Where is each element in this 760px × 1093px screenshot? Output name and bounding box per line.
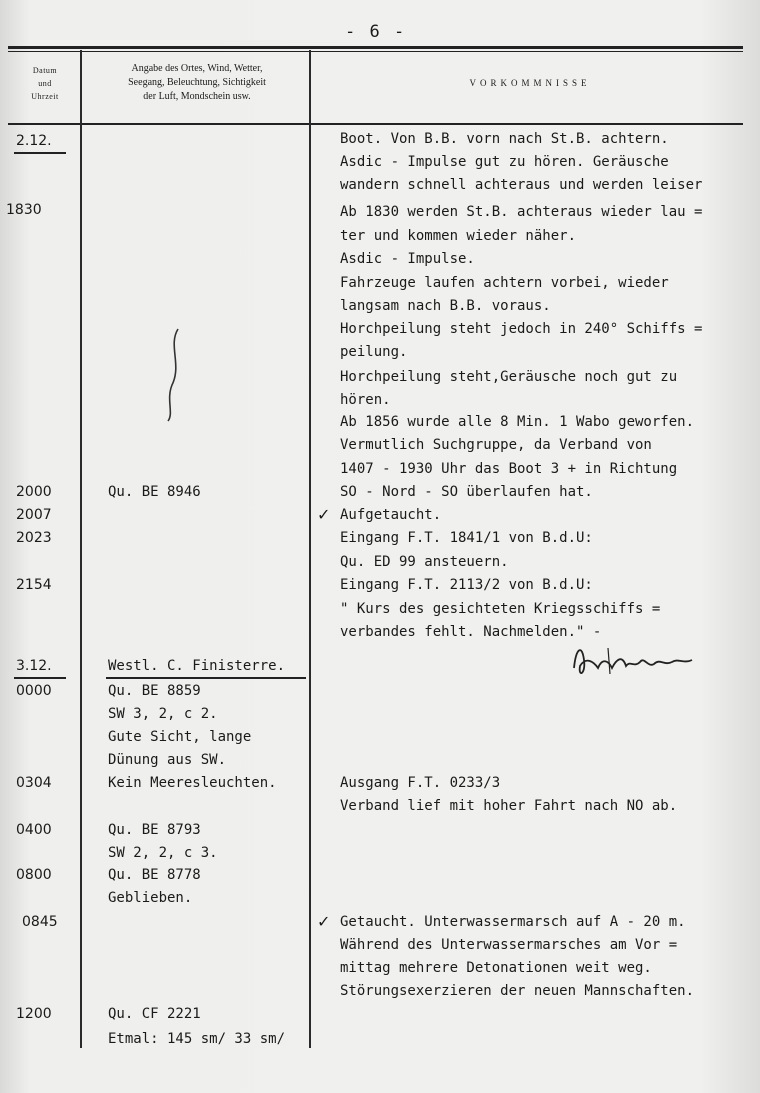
- time-label: 0800: [16, 867, 52, 883]
- event-line: Eingang F.T. 1841/1 von B.d.U:: [340, 530, 593, 546]
- event-line: Eingang F.T. 2113/2 von B.d.U:: [340, 577, 593, 593]
- event-line: langsam nach B.B. voraus.: [340, 298, 551, 314]
- header-bottom-rule: [8, 123, 743, 125]
- check-mark-icon: ✓: [317, 912, 331, 931]
- page-number: - 6 -: [345, 22, 407, 42]
- place-entry: Qu. BE 8793: [108, 822, 201, 838]
- event-line: wandern schnell achteraus und werden leiser: [340, 177, 703, 193]
- check-mark-icon: ✓: [317, 505, 331, 524]
- event-line: 1407 - 1930 Uhr das Boot 3 + in Richtung: [340, 461, 678, 477]
- event-line: Ausgang F.T. 0233/3: [340, 775, 501, 791]
- event-line: hören.: [340, 392, 391, 408]
- event-line: ter und kommen wieder näher.: [340, 228, 577, 244]
- time-label: 0845: [22, 914, 58, 930]
- time-label: 0400: [16, 822, 52, 838]
- header-date-line-1: Datum: [32, 66, 58, 75]
- place-entry: Dünung aus SW.: [108, 752, 227, 768]
- date-underline: [14, 152, 66, 154]
- event-line: Boot. Von B.B. vorn nach St.B. achtern.: [340, 131, 669, 147]
- time-label: 1830: [6, 202, 42, 218]
- place-entry: Westl. C. Finisterre.: [108, 658, 286, 674]
- event-line: SO - Nord - SO überlaufen hat.: [340, 484, 593, 500]
- place-underline: [106, 677, 306, 679]
- event-line: " Kurs des gesichteten Kriegsschiffs =: [340, 601, 661, 617]
- date-label: 3.12.: [16, 658, 52, 674]
- header-date-column: [10, 64, 80, 103]
- event-line: Horchpeilung steht,Geräusche noch gut zu: [340, 369, 678, 385]
- event-line: Ab 1856 wurde alle 8 Min. 1 Wabo geworfen.: [340, 414, 695, 430]
- header-place-line-3: der Luft, Mondschein usw.: [143, 91, 251, 102]
- place-entry: Qu. BE 8778: [108, 867, 201, 883]
- event-line: Verband lief mit hoher Fahrt nach NO ab.: [340, 798, 678, 814]
- place-entry: Qu. BE 8946: [108, 484, 201, 500]
- header-place-line-2: Seegang, Beleuchtung, Sichtigkeit: [128, 77, 266, 88]
- pen-stroke-icon: [160, 325, 190, 425]
- event-line: peilung.: [340, 344, 408, 360]
- event-line: Asdic - Impulse gut zu hören. Geräusche: [340, 154, 669, 170]
- event-line: Qu. ED 99 ansteuern.: [340, 554, 509, 570]
- date-underline: [14, 677, 66, 679]
- place-entry: Gute Sicht, lange: [108, 729, 252, 745]
- date-label: 2.12.: [16, 133, 52, 149]
- column-divider-place: [309, 50, 311, 1048]
- time-label: 1200: [16, 1006, 52, 1022]
- event-line: Vermutlich Suchgruppe, da Verband von: [340, 437, 652, 453]
- header-place-line-1: Angabe des Ortes, Wind, Wetter,: [131, 63, 263, 74]
- column-divider-date: [80, 50, 82, 1048]
- event-line: Störungsexerzieren der neuen Mannschaften.: [340, 983, 695, 999]
- signature-icon: [568, 638, 698, 682]
- time-label: 2007: [16, 507, 52, 523]
- event-line: Während des Unterwassermarsches am Vor =: [340, 937, 678, 953]
- time-label: 2023: [16, 530, 52, 546]
- event-line: mittag mehrere Detonationen weit weg.: [340, 960, 652, 976]
- event-line: Horchpeilung steht jedoch in 240° Schiffs =: [340, 321, 703, 337]
- event-line: Asdic - Impulse.: [340, 251, 475, 267]
- time-label: 0000: [16, 683, 52, 699]
- header-place-column: [84, 62, 310, 104]
- time-label: 0304: [16, 775, 52, 791]
- event-line: Getaucht. Unterwassermarsch auf A - 20 m.: [340, 914, 686, 930]
- event-line: verbandes fehlt. Nachmelden." -: [340, 624, 602, 640]
- time-label: 2154: [16, 577, 52, 593]
- event-line: Fahrzeuge laufen achtern vorbei, wieder: [340, 275, 669, 291]
- place-entry: Qu. CF 2221: [108, 1006, 201, 1022]
- place-entry: Qu. BE 8859: [108, 683, 201, 699]
- header-top-rule: [8, 46, 743, 49]
- place-entry: Geblieben.: [108, 890, 193, 906]
- place-entry: SW 2, 2, c 3.: [108, 845, 218, 861]
- place-entry: Etmal: 145 sm/ 33 sm/: [108, 1031, 286, 1047]
- header-top-rule-2: [8, 51, 743, 52]
- header-date-line-3: Uhrzeit: [31, 92, 59, 101]
- place-entry: Kein Meeresleuchten.: [108, 775, 277, 791]
- header-date-line-2: und: [38, 79, 52, 88]
- header-events-column: VORKOMMNISSE: [469, 78, 591, 88]
- event-line: Aufgetaucht.: [340, 507, 442, 523]
- event-line: Ab 1830 werden St.B. achteraus wieder lau =: [340, 204, 703, 220]
- time-label: 2000: [16, 484, 52, 500]
- place-entry: SW 3, 2, c 2.: [108, 706, 218, 722]
